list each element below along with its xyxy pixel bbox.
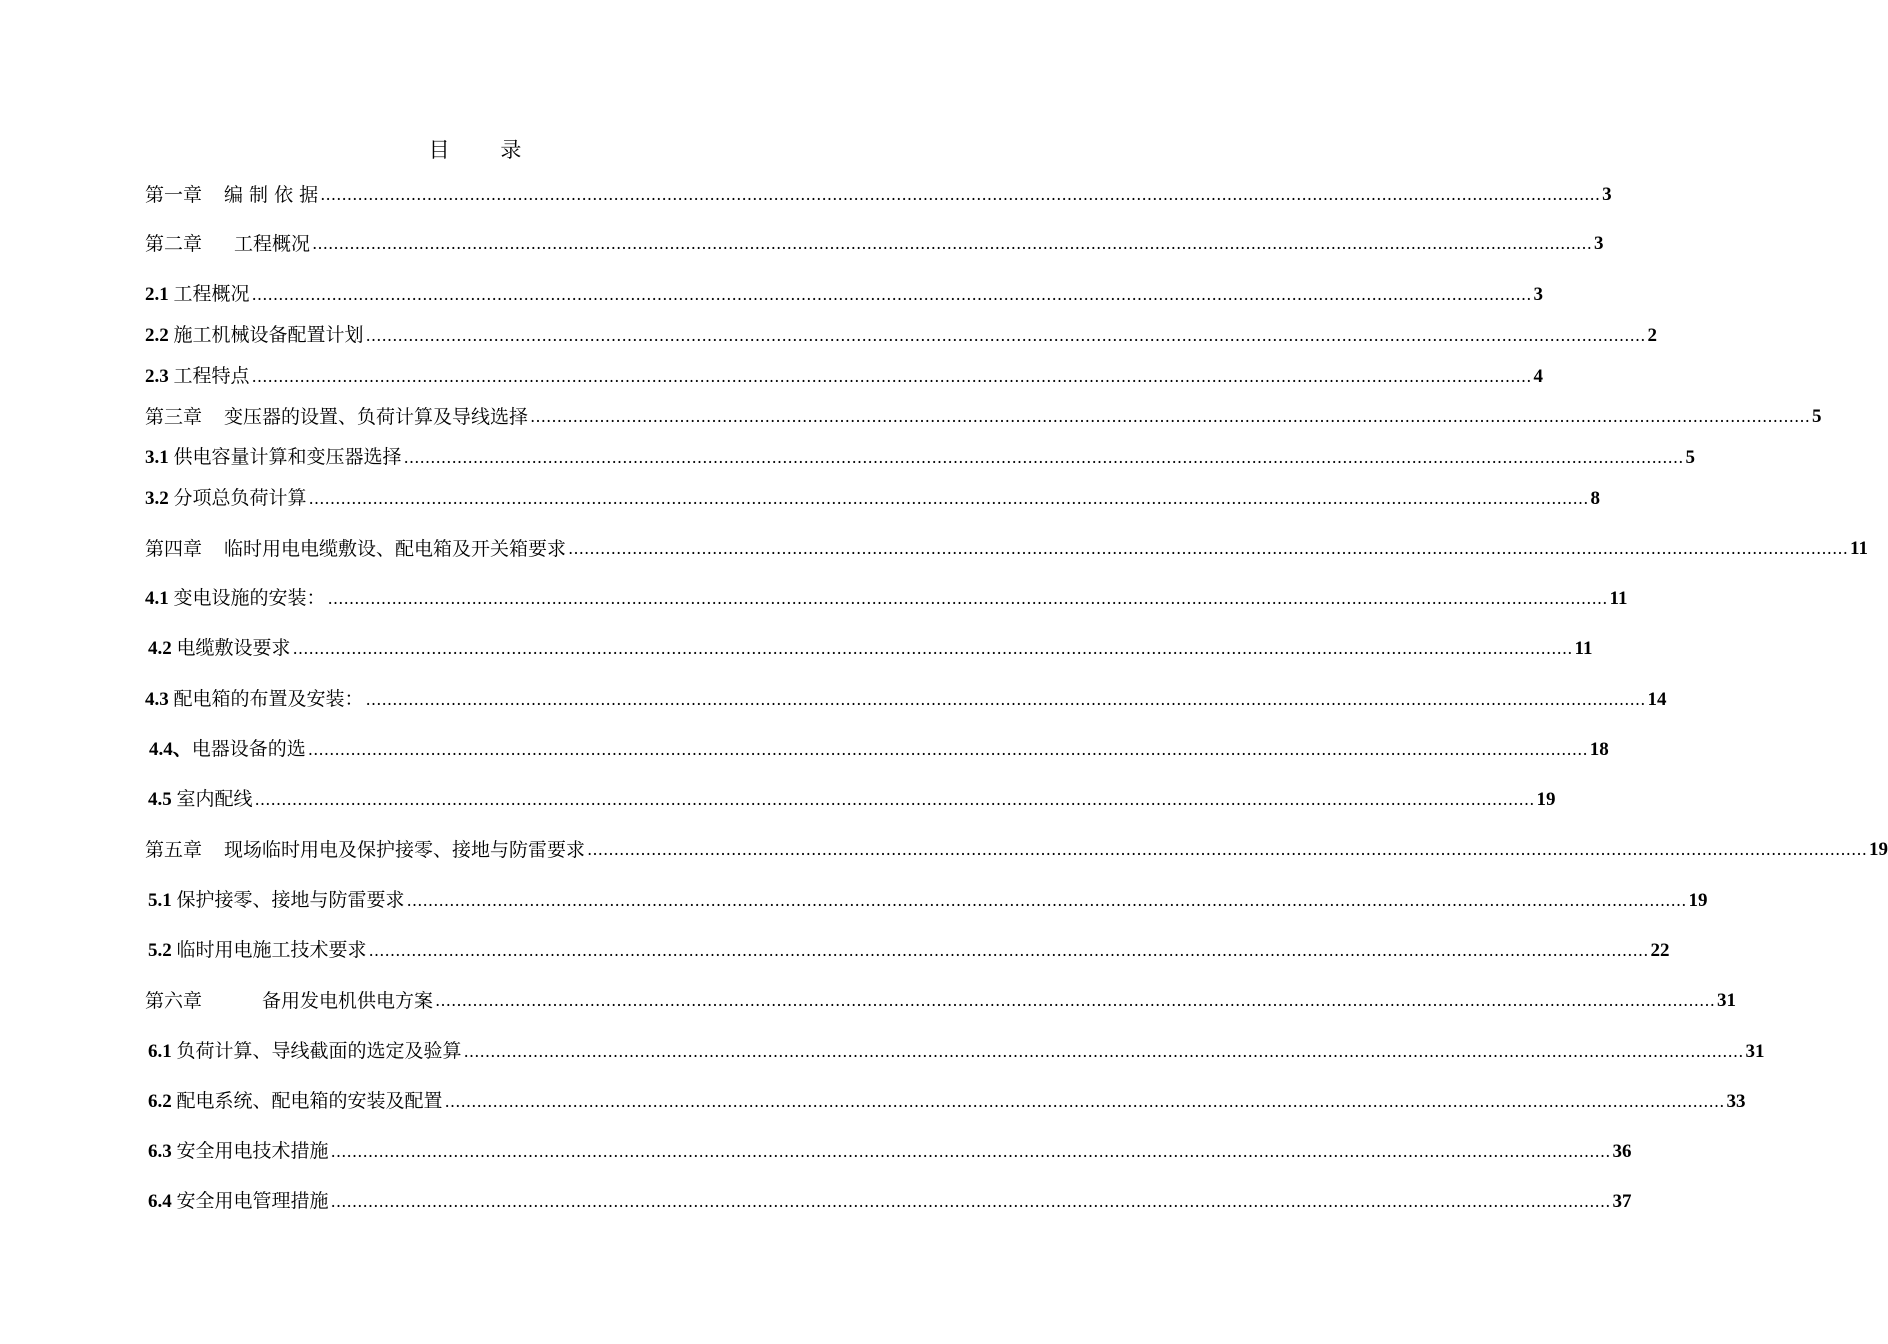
dot-leader: …………………………………………………………………………………………………………………………………………………………………………………………………………………… (307, 740, 1588, 759)
toc-entry[interactable] (148, 886, 1708, 916)
dot-leader: …………………………………………………………………………………………………………………………………………………………………………………………………………………… (568, 539, 1849, 558)
toc-entry-label (145, 361, 250, 392)
toc-entry-label (145, 534, 566, 564)
entry-title: 工程特点 (173, 365, 250, 387)
toc-entry[interactable] (145, 584, 1628, 614)
chapter-label: 第二章 (145, 233, 203, 255)
toc-entry-label (145, 180, 318, 210)
section-number: 6.4 (148, 1191, 177, 1212)
chapter-label: 第六章 (145, 990, 203, 1012)
entry-title: 安全用电管理措施 (176, 1190, 329, 1212)
dot-leader: …………………………………………………………………………………………………………………………………………………………………………………………………………………… (365, 326, 1646, 345)
toc-entry[interactable] (145, 986, 1737, 1016)
entry-title: 电器设备的选 (191, 738, 306, 760)
toc-entry-label (145, 986, 433, 1016)
section-number: 4.5 (148, 789, 177, 810)
toc-title: 目 录 (428, 138, 544, 162)
dot-leader: …………………………………………………………………………………………………………………………………………………………………………………………………………………… (330, 1142, 1611, 1161)
section-number: 2.2 (145, 325, 174, 346)
section-number: 4.1 (145, 588, 174, 609)
toc-entry-label (148, 885, 405, 916)
page-number: 18 (1589, 739, 1609, 760)
toc-entry-label (145, 229, 310, 259)
toc-entry-label (145, 483, 307, 514)
entry-title: 施工机械设备配置计划 (173, 324, 364, 346)
page-number: 3 (1594, 233, 1604, 254)
toc-entry[interactable] (148, 785, 1556, 815)
toc-entry[interactable] (145, 362, 1544, 392)
dot-leader: …………………………………………………………………………………………………………………………………………………………………………………………………………………… (320, 185, 1601, 204)
entry-title: 电缆敷设要求 (176, 637, 291, 659)
entry-title: 临时用电施工技术要求 (176, 939, 367, 961)
toc-entry[interactable] (148, 634, 1593, 664)
section-number: 2.1 (145, 284, 174, 305)
section-number: 3.1 (145, 447, 174, 468)
entry-title: 保护接零、接地与防雷要求 (176, 889, 405, 911)
entry-title: 工程概况 (173, 283, 250, 305)
entry-title: 编 制 依 据 (224, 184, 319, 206)
dot-leader: …………………………………………………………………………………………………………………………………………………………………………………………………………………… (312, 234, 1593, 253)
toc-entry[interactable] (148, 936, 1670, 966)
page-number: 11 (1609, 588, 1628, 609)
dot-leader: …………………………………………………………………………………………………………………………………………………………………………………………………………………… (587, 840, 1868, 859)
section-number: 6.3 (148, 1141, 177, 1162)
chapter-label: 第四章 (145, 538, 203, 560)
section-number: 4.4、 (149, 739, 192, 760)
dot-leader: …………………………………………………………………………………………………………………………………………………………………………………………………………………… (530, 407, 1811, 426)
section-number: 5.2 (148, 940, 177, 961)
toc-entry-label (145, 320, 364, 351)
toc-entry-label (145, 279, 250, 310)
entry-title: 工程概况 (234, 233, 311, 255)
entry-title: 变压器的设置、负荷计算及导线选择 (224, 406, 529, 428)
toc-entry[interactable] (145, 835, 1888, 865)
toc-entry[interactable] (145, 685, 1667, 715)
toc-entry-label (148, 784, 253, 815)
dot-leader: …………………………………………………………………………………………………………………………………………………………………………………………………………………… (251, 367, 1532, 386)
dot-leader: …………………………………………………………………………………………………………………………………………………………………………………………………………………… (435, 991, 1716, 1010)
toc-entry[interactable] (145, 321, 1658, 351)
toc-entry[interactable] (149, 735, 1609, 765)
page-number: 2 (1647, 325, 1658, 346)
page-number: 31 (1745, 1041, 1765, 1062)
page-number: 11 (1850, 538, 1868, 559)
toc-entry-label (148, 1186, 329, 1217)
page-number: 33 (1726, 1091, 1746, 1112)
entry-title: 配电箱的布置及安装： (173, 688, 364, 710)
toc-entry[interactable] (148, 1037, 1765, 1067)
toc-entry-label (149, 734, 306, 765)
toc-entry[interactable] (145, 229, 1604, 259)
toc-entry-label (145, 684, 364, 715)
section-number: 3.2 (145, 488, 174, 509)
page-number: 5 (1812, 406, 1822, 427)
entry-title: 临时用电电缆敷设、配电箱及开关箱要求 (224, 538, 567, 560)
page-number: 37 (1612, 1191, 1632, 1212)
dot-leader: …………………………………………………………………………………………………………………………………………………………………………………………………………………… (444, 1092, 1725, 1111)
toc-entry-label (148, 633, 291, 664)
toc-entry[interactable] (145, 180, 1612, 210)
section-number: 2.3 (145, 366, 174, 387)
entry-title: 现场临时用电及保护接零、接地与防雷要求 (224, 839, 586, 861)
page-number: 4 (1533, 366, 1544, 387)
toc-entry[interactable] (148, 1137, 1632, 1167)
toc-entry-label (148, 1036, 462, 1067)
dot-leader: …………………………………………………………………………………………………………………………………………………………………………………………………………………… (406, 891, 1687, 910)
entry-title: 配电系统、配电箱的安装及配置 (176, 1090, 443, 1112)
toc-entry[interactable] (145, 534, 1868, 564)
dot-leader: …………………………………………………………………………………………………………………………………………………………………………………………………………………… (308, 489, 1589, 508)
toc-entry-label (148, 1086, 443, 1117)
section-number: 5.1 (148, 890, 177, 911)
page-number: 36 (1612, 1141, 1632, 1162)
page-number: 11 (1574, 638, 1593, 659)
toc-entry[interactable] (145, 402, 1822, 432)
dot-leader: …………………………………………………………………………………………………………………………………………………………………………………………………………………… (251, 285, 1532, 304)
page-number: 5 (1685, 447, 1696, 468)
dot-leader: …………………………………………………………………………………………………………………………………………………………………………………………………………………… (330, 1192, 1611, 1211)
section-number: 4.3 (145, 689, 174, 710)
page-number: 19 (1536, 789, 1556, 810)
section-number: 6.1 (148, 1041, 177, 1062)
page-number: 22 (1650, 940, 1670, 961)
page-number: 14 (1647, 689, 1667, 710)
dot-leader: …………………………………………………………………………………………………………………………………………………………………………………………………………………… (254, 790, 1535, 809)
toc-entry-label (145, 835, 585, 865)
chapter-label: 第一章 (145, 184, 203, 206)
toc-entry[interactable] (148, 1087, 1746, 1117)
toc-entry[interactable] (145, 484, 1601, 514)
page-number: 3 (1533, 284, 1544, 305)
page-number: 8 (1590, 488, 1601, 509)
page-number: 31 (1717, 990, 1737, 1011)
dot-leader: …………………………………………………………………………………………………………………………………………………………………………………………………………………… (368, 941, 1649, 960)
entry-title: 供电容量计算和变压器选择 (173, 446, 402, 468)
dot-leader: …………………………………………………………………………………………………………………………………………………………………………………………………………………… (463, 1042, 1744, 1061)
toc-entry-label (145, 442, 402, 473)
section-number: 6.2 (148, 1091, 177, 1112)
entry-title: 备用发电机供电方案 (262, 990, 434, 1012)
toc-entry-label (145, 583, 326, 614)
toc-entry-label (148, 935, 367, 966)
entry-title: 安全用电技术措施 (176, 1140, 329, 1162)
toc-entry-label (145, 402, 528, 432)
toc-entry[interactable] (145, 280, 1544, 310)
entry-title: 变电设施的安装： (173, 587, 326, 609)
chapter-label: 第三章 (145, 406, 203, 428)
dot-leader: …………………………………………………………………………………………………………………………………………………………………………………………………………………… (403, 448, 1684, 467)
section-number: 4.2 (148, 638, 177, 659)
entry-title: 室内配线 (176, 788, 253, 810)
entry-title: 分项总负荷计算 (173, 487, 307, 509)
dot-leader: …………………………………………………………………………………………………………………………………………………………………………………………………………………… (327, 589, 1608, 608)
dot-leader: …………………………………………………………………………………………………………………………………………………………………………………………………………………… (365, 690, 1646, 709)
toc-entry[interactable] (148, 1187, 1632, 1217)
toc-entry-label (148, 1136, 329, 1167)
entry-title: 负荷计算、导线截面的选定及验算 (176, 1040, 462, 1062)
chapter-label: 第五章 (145, 839, 203, 861)
page-number: 19 (1688, 890, 1708, 911)
page-number: 19 (1869, 839, 1888, 860)
page-number: 3 (1602, 184, 1612, 205)
dot-leader: …………………………………………………………………………………………………………………………………………………………………………………………………………………… (292, 639, 1573, 658)
toc-entry[interactable] (145, 443, 1696, 473)
